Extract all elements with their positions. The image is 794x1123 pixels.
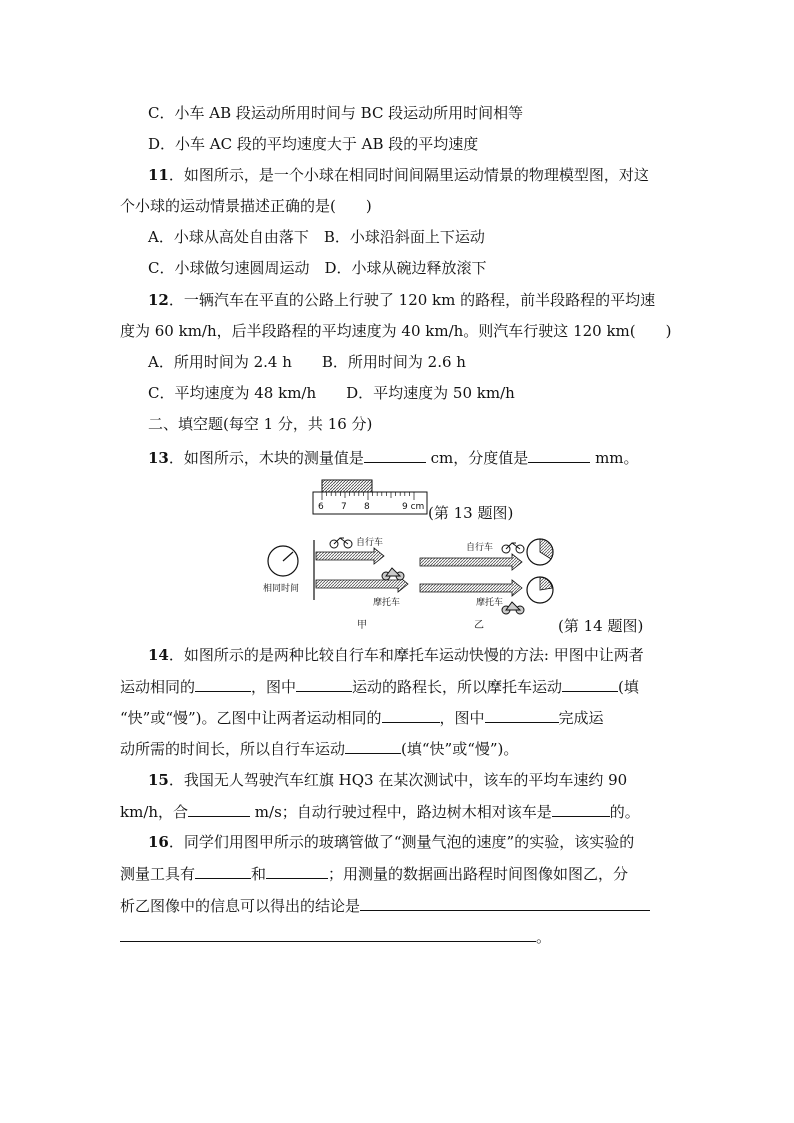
answer-blank[interactable] — [296, 676, 352, 692]
question-16-line-3 — [120, 895, 650, 916]
question-14-text: (填“快”或“慢”)。 — [401, 740, 519, 758]
figure-14-caption: (第 14 题图) — [558, 617, 644, 635]
question-11-options-ab: A．小球从高处自由落下 B．小球沿斜面上下运动 — [148, 228, 485, 246]
question-14-text: 运动相同的 — [120, 678, 196, 696]
question-14-text: 运动的路程长，所以摩托车运动 — [352, 678, 563, 696]
question-12-line-1 — [148, 290, 655, 310]
bike-distance-arrow — [420, 554, 522, 570]
question-14-text: ，图中 — [439, 709, 485, 727]
question-14-text: (填 — [618, 678, 639, 696]
question-12-line-2: 度为 60 km/h，后半段路程的平均速度为 40 km/h。则汽车行驶这 120 km( ) — [120, 322, 672, 340]
answer-blank[interactable] — [195, 863, 251, 879]
moto-distance-arrow — [420, 580, 522, 596]
answer-blank[interactable] — [485, 707, 559, 723]
bicycle-icon — [502, 543, 524, 553]
label-jia: 甲 — [357, 620, 367, 631]
bike-label: 自行车 — [466, 543, 494, 553]
figure-13-caption: (第 13 题图) — [428, 504, 514, 522]
question-11-line-1 — [148, 165, 649, 185]
question-14-line-3 — [120, 707, 604, 728]
option-c-q10: C．小车 AB 段运动所用时间与 BC 段运动所用时间相等 — [148, 104, 524, 122]
question-16-text: 析乙图像中的信息可以得出的结论是 — [120, 897, 361, 915]
question-15-text: 的。 — [609, 803, 640, 821]
question-12-options-ab: A．所用时间为 2.4 h B．所用时间为 2.6 h — [148, 353, 466, 371]
question-16-text: ；用测量的数据画出路程时间图像如图乙，分 — [328, 865, 629, 883]
clock-icon — [527, 539, 553, 565]
question-14-line-1 — [148, 645, 644, 665]
answer-blank[interactable] — [360, 895, 650, 911]
clock-label: 相同时间 — [263, 584, 300, 594]
clock-icon — [268, 546, 298, 576]
question-16-line-2 — [120, 863, 628, 884]
question-13-text-b: cm，分度值是 — [425, 449, 529, 467]
motorcycle-icon — [382, 568, 404, 580]
moto-label: 摩托车 — [476, 598, 504, 608]
moto-distance-arrow — [316, 576, 408, 592]
answer-blank[interactable] — [552, 801, 610, 817]
bike-label: 自行车 — [356, 538, 384, 548]
answer-blank[interactable] — [562, 676, 618, 692]
question-14-number: 14 — [148, 646, 169, 664]
question-16-period: 。 — [536, 928, 552, 946]
question-16-line-1 — [148, 832, 634, 852]
answer-blank[interactable] — [382, 707, 440, 723]
option-d-q10: D．小车 AC 段的平均速度大于 AB 段的平均速度 — [148, 135, 479, 153]
question-14-text: 动所需的时间长，所以自行车运动 — [120, 740, 346, 758]
ruler-tick-label: 7 — [341, 502, 347, 512]
question-14-line-2 — [120, 676, 639, 697]
question-15-text: m/s；自动行驶过程中，路边树木相对该车是 — [250, 803, 552, 821]
question-11-number: 11 — [148, 166, 169, 184]
answer-blank[interactable] — [364, 447, 426, 463]
question-14-text: ．如图所示的是两种比较自行车和摩托车运动快慢的方法: 甲图中让两者 — [168, 646, 644, 664]
question-11-line-2: 个小球的运动情景描述正确的是( ) — [120, 197, 372, 215]
answer-blank[interactable] — [345, 738, 401, 754]
moto-label: 摩托车 — [373, 598, 401, 608]
question-13-text-c: mm。 — [590, 449, 639, 467]
question-15-line-2 — [120, 801, 640, 822]
question-14-text: ，图中 — [251, 678, 297, 696]
question-14-text: 完成运 — [558, 709, 604, 727]
answer-blank[interactable] — [188, 801, 250, 817]
answer-blank[interactable] — [195, 676, 251, 692]
question-16-text: 测量工具有 — [120, 865, 196, 883]
figure-14-diagram — [262, 530, 562, 625]
question-12-text: ．一辆汽车在平直的公路上行驶了 120 km 的路程，前半段路程的平均速 — [168, 291, 656, 309]
question-11-text: ．如图所示，是一个小球在相同时间间隔里运动情景的物理模型图，对这 — [168, 166, 649, 184]
question-11-options-cd: C．小球做匀速圆周运动 D．小球从碗边释放滚下 — [148, 259, 487, 277]
question-13-number: 13 — [148, 449, 169, 467]
bike-distance-arrow — [316, 548, 384, 564]
question-15-text: km/h，合 — [120, 803, 189, 821]
ruler-tick-label: 8 — [364, 502, 370, 512]
answer-blank[interactable] — [266, 863, 328, 879]
question-16-text: 和 — [251, 865, 267, 883]
question-12-options-cd: C．平均速度为 48 km/h D．平均速度为 50 km/h — [148, 384, 515, 402]
answer-blank[interactable] — [528, 447, 590, 463]
question-15-line-1 — [148, 770, 627, 790]
question-13 — [148, 447, 639, 468]
question-14-text: “快”或“慢”)。乙图中让两者运动相同的 — [120, 709, 382, 727]
question-14-line-4 — [120, 738, 518, 759]
question-16-line-4 — [120, 926, 551, 947]
question-16-number: 16 — [148, 833, 169, 851]
answer-blank[interactable] — [120, 926, 536, 942]
clock-icon — [527, 577, 553, 603]
question-15-text: ．我国无人驾驶汽车红旗 HQ3 在某次测试中，该车的平均车速约 90 — [168, 771, 628, 789]
question-16-text: ．同学们用图甲所示的玻璃管做了“测量气泡的速度”的实验，该实验的 — [168, 833, 635, 851]
bicycle-icon — [330, 538, 352, 548]
ruler-tick-label: 6 — [318, 502, 324, 512]
question-12-number: 12 — [148, 291, 169, 309]
section-heading: 二、填空题(每空 1 分，共 16 分) — [148, 415, 373, 433]
question-15-number: 15 — [148, 771, 169, 789]
label-yi: 乙 — [474, 620, 484, 631]
ruler-tick-label: 9 cm — [402, 502, 425, 512]
motorcycle-icon — [502, 602, 524, 614]
ruler-figure — [312, 478, 432, 518]
question-13-text-a: ．如图所示，木块的测量值是 — [168, 449, 364, 467]
wooden-block — [322, 480, 372, 492]
